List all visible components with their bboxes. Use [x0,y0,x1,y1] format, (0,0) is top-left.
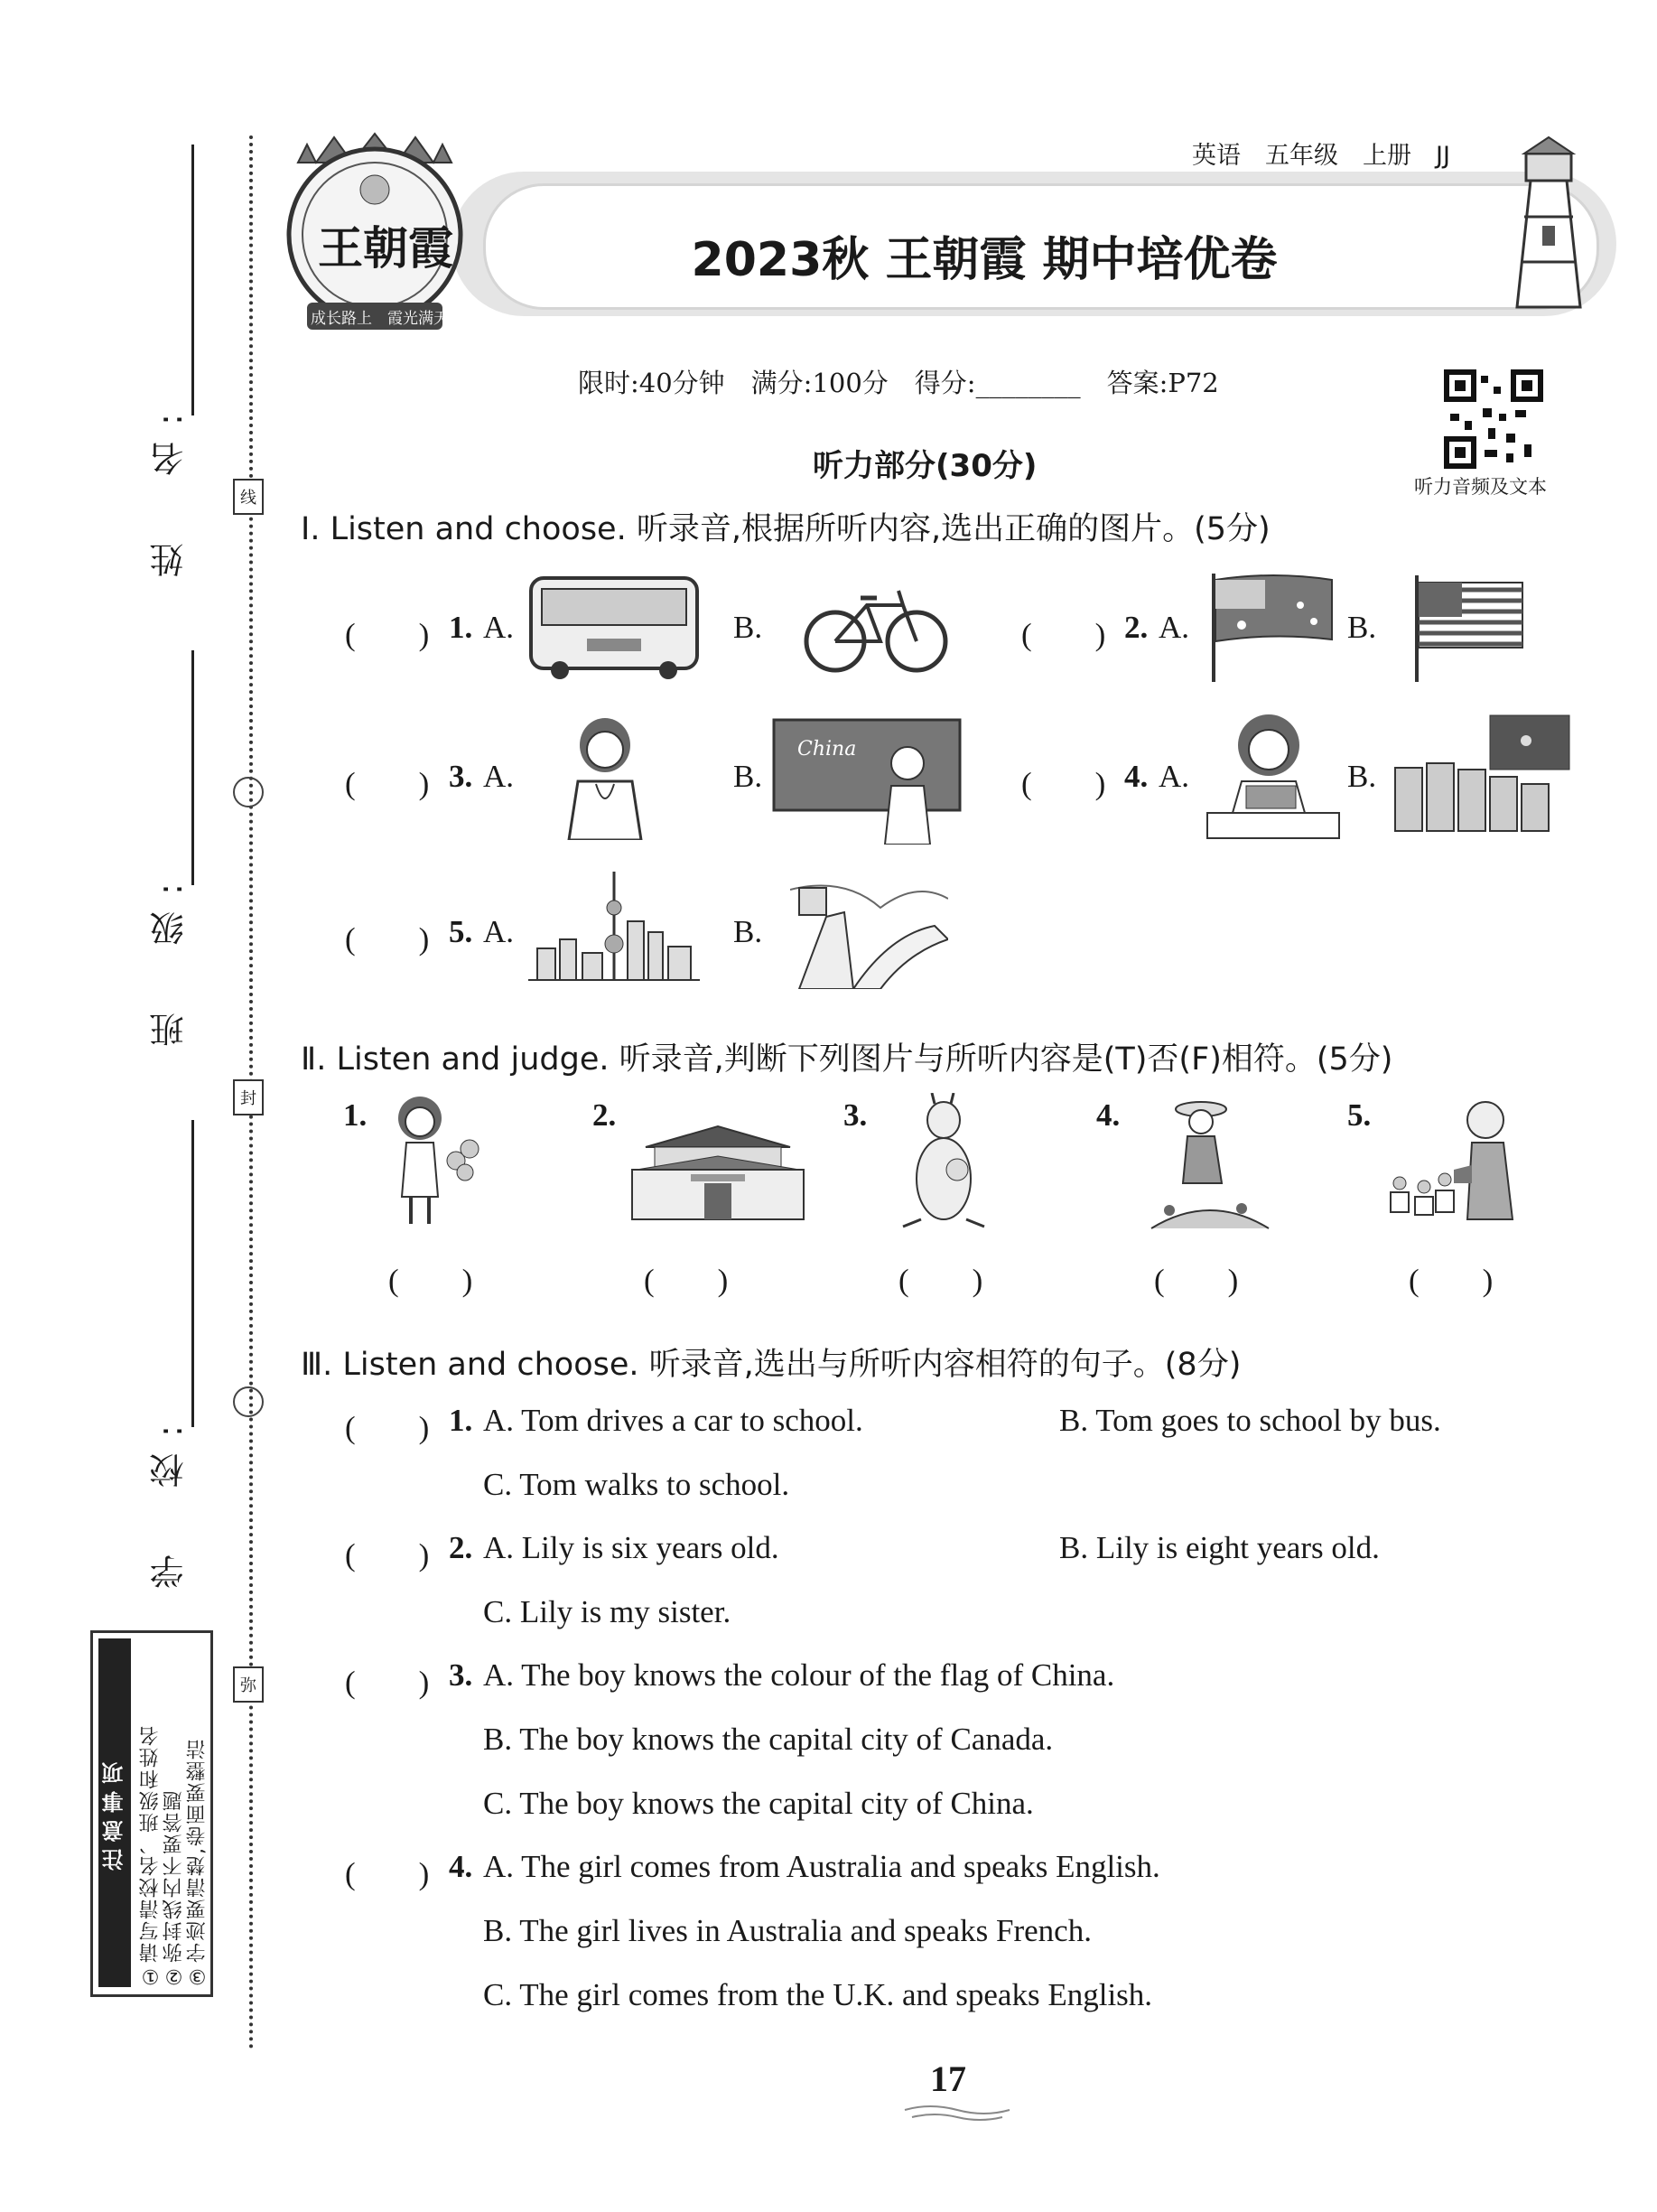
seal-tab-feng: 封 [233,1079,264,1115]
part3-heading: Ⅲ. Listen and choose. 听录音,选出与所听内容相符的句子。(8分) [301,1347,1242,1383]
option-c: C. The boy knows the capital city of China. [483,1786,1034,1821]
cinema-image [1391,714,1571,845]
option-b: B. The girl lives in Australia and speaks French. [483,1913,1092,1948]
option-a: A. Lily is six years old. [483,1530,779,1565]
part2-heading: Ⅱ. Listen and judge. 听录音,判断下列图片与所听内容是(T)否(F)相符。(5分) [301,1041,1393,1078]
qr-caption: 听力音频及文本 [1414,476,1547,498]
question-number: 2. [592,1097,617,1133]
tiananmen-image [628,1125,808,1228]
option-b-label: B. [733,610,763,645]
answer-blank[interactable]: ( ) [345,1537,430,1573]
qr-code-icon[interactable] [1443,369,1544,470]
notice-item: ①请写清校名、班级和姓名 [139,1724,162,1987]
option-a-label: A. [483,610,515,645]
notice-head: 注意事项 [98,1638,131,1987]
option-c: C. The girl comes from the U.K. and speaks English. [483,1977,1153,2012]
section-title: 听力部分(30分) [813,448,1038,484]
answer-blank[interactable]: ( ) [1021,766,1106,801]
question-number: 5. [449,914,473,949]
option-b-label: B. [733,759,763,794]
board-text: China [797,738,857,761]
lighthouse-icon [1481,135,1616,321]
reading-girl-image [1206,709,1341,845]
option-a-label: A. [483,914,515,949]
farmer-image [1142,1093,1278,1237]
name-label: 姓 名: [150,397,190,577]
seal-circle-icon [233,1386,264,1417]
answer-blank[interactable]: ( ) [898,1263,983,1298]
option-b: B. The boy knows the capital city of Canada. [483,1722,1054,1757]
option-a-label: A. [1159,759,1190,794]
seal-tab-mi: 弥 [233,1666,264,1703]
answer-blank[interactable]: ( ) [345,1665,430,1700]
class-field[interactable] [191,650,194,885]
answer-blank[interactable]: ( ) [345,921,430,957]
teacher-image [772,718,962,849]
question-number: 3. [843,1097,868,1133]
option-a-label: A. [483,759,515,794]
answer-blank[interactable]: ( ) [345,1856,430,1891]
name-field[interactable] [191,145,194,415]
answer-blank[interactable]: ( ) [345,766,430,801]
notice-item: ③字迹要清楚,卷面要整洁 [186,1738,209,1987]
question-number: 2. [449,1530,473,1565]
page-number: 17 [930,2058,966,2099]
answer-blank[interactable]: ( ) [644,1263,729,1298]
kangaroo-image [894,1093,993,1233]
doctor-image [555,714,655,845]
seal-tab-xian: 线 [233,479,264,515]
notice-item: ②弥封线内不要答题 [163,1789,185,1987]
answer-blank[interactable]: ( ) [1021,617,1106,652]
notice-box [90,1630,213,1997]
option-a: A. Tom drives a car to school. [483,1403,863,1438]
class-label: 班 级: [150,867,190,1047]
great-wall-image [790,872,948,994]
answer-blank[interactable]: ( ) [345,617,430,652]
option-b: B. Lily is eight years old. [1059,1530,1380,1565]
answer-blank[interactable]: ( ) [345,1410,430,1445]
option-a: A. The girl comes from Australia and speaks English. [483,1849,1160,1884]
question-number: 1. [449,1403,473,1438]
question-number: 5. [1347,1097,1372,1133]
page-title: 2023秋 王朝霞 期中培优卷 [691,233,1278,287]
answer-blank[interactable]: ( ) [1409,1263,1494,1298]
option-b: B. Tom goes to school by bus. [1059,1403,1441,1438]
australia-flag-image [1210,569,1336,686]
logo-text: 王朝霞 [318,221,453,275]
girl-flowers-image [379,1093,488,1233]
option-b-label: B. [1347,759,1377,794]
option-c: C. Tom walks to school. [483,1467,790,1502]
question-number: 3. [449,1657,473,1693]
part1-heading: Ⅰ. Listen and choose. 听录音,根据所听内容,选出正确的图片。(5分) [301,511,1271,547]
option-b-label: B. [1347,610,1377,645]
subject-grade-line: 英语 五年级 上册 JJ [1192,142,1450,170]
bicycle-image [799,578,953,682]
answer-blank[interactable]: ( ) [388,1263,473,1298]
question-number: 4. [449,1849,473,1884]
option-c: C. Lily is my sister. [483,1594,731,1629]
wave-decoration-icon [903,2103,1011,2127]
us-flag-image [1413,574,1526,686]
grandma-watering-image [1386,1093,1522,1233]
brand-logo [271,126,479,343]
question-number: 3. [449,759,473,794]
option-a-label: A. [1159,610,1190,645]
question-number: 1. [343,1097,368,1133]
option-b-label: B. [733,914,763,949]
option-a: A. The boy knows the colour of the flag of China. [483,1657,1115,1693]
school-label: 学 校: [150,1409,190,1589]
bus-image [524,571,704,688]
seal-circle-icon [233,777,264,807]
logo-slogan: 成长路上 霞光满天 [311,310,449,328]
exam-info: 限时:40分钟 满分:100分 得分:________ 答案:P72 [578,368,1219,398]
skyline-image [528,867,700,989]
answer-blank[interactable]: ( ) [1154,1263,1239,1298]
question-number: 4. [1096,1097,1121,1133]
question-number: 2. [1124,610,1149,645]
question-number: 4. [1124,759,1149,794]
school-field[interactable] [191,1120,194,1427]
question-number: 1. [449,610,473,645]
